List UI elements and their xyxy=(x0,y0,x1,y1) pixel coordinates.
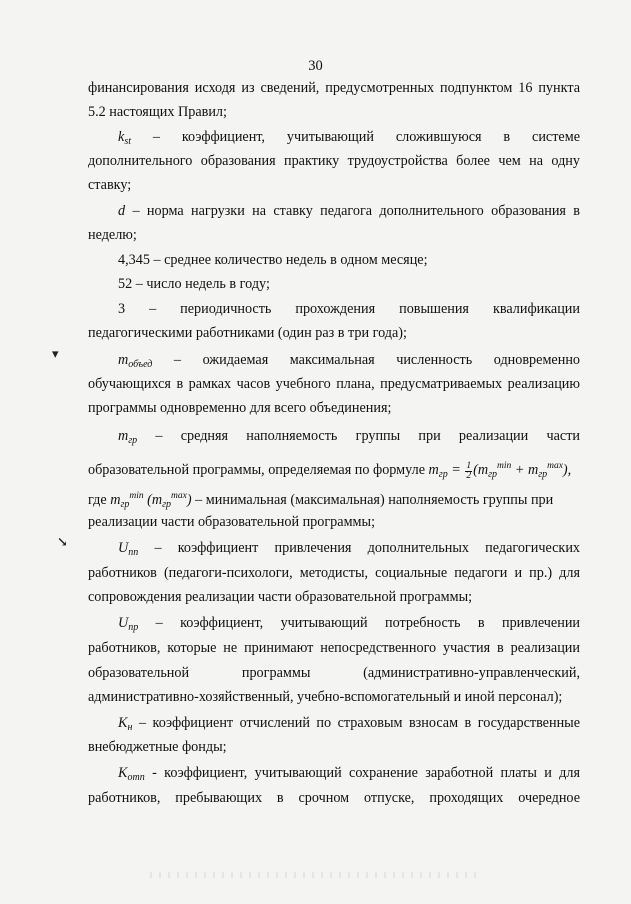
definition-text: – средняя наполняемость группы при реализации части xyxy=(155,428,580,444)
text-line: внебюджетные фонды; xyxy=(88,739,227,755)
fraction-one-half: $\frac{1}{2}$ xyxy=(466,461,472,481)
text-line: работников (педагоги-психологи, методисты, социальные педагоги и пр.) для xyxy=(88,565,580,581)
text-line: работников, пребывающих в срочном отпуске, проходящих очередное xyxy=(88,790,580,806)
scan-mark: ▾ xyxy=(52,346,59,361)
term-m-gr xyxy=(118,426,580,451)
text-line: дополнительного образования практику трудоустройства более чем на одну xyxy=(88,153,580,169)
symbol-k-n: $K_н$ xyxy=(118,715,133,733)
text-line: 5.2 настоящих Правил; xyxy=(88,104,227,120)
symbol-m-obed: $m_{объед}$ xyxy=(118,352,153,370)
symbol-u-pp: $U_{пп}$ xyxy=(118,540,139,558)
text-line: сопровождения реализации части образовательной программы; xyxy=(88,589,473,605)
where-line xyxy=(88,486,580,515)
text-line: финансирования исходя из сведений, предусмотренных подпунктом 16 пункта xyxy=(88,80,580,96)
definition-text: ожидаемая максимальная численность одновременно xyxy=(202,352,581,368)
definition-text: – минимальная (максимальная) наполняемость группы при xyxy=(195,492,554,508)
term-k-st: $k_{st}$ – коэффициент, учитывающий сложившуюся в системе xyxy=(118,129,580,147)
text-line: 4,345 – среднее количество недель в одном месяце; xyxy=(118,252,428,268)
symbol-m-gr-min-max: $m_{гр}^{min}$ $(m_{гр}^{max})$ xyxy=(110,491,192,510)
formula-line xyxy=(88,456,580,485)
definition-text: – коэффициент, учитывающий потребность в привлечении xyxy=(155,615,580,631)
text-line: реализации части образовательной программы; xyxy=(88,514,376,530)
symbol-u-pr: $U_{пр}$ xyxy=(118,615,139,633)
term-k-otp xyxy=(118,763,580,788)
term-m-obed: $m_{объед}$ – ожидаемая максимальная численность одновременно xyxy=(118,352,581,370)
symbol-d: d xyxy=(118,203,126,219)
symbol-m-gr: $m_{гр}$ xyxy=(118,428,138,446)
term-u-pp xyxy=(118,538,580,563)
definition-text: – норма нагрузки на ставку педагога дополнительного образования в xyxy=(132,203,581,219)
text-line: педагогическими работниками (один раз в три года); xyxy=(88,325,407,341)
text-line: 3 – периодичность прохождения повышения квалификации xyxy=(118,301,580,317)
text-line: ставку; xyxy=(88,177,132,193)
formula: $m_{гр}$ = $\frac{1}{2}$ $(m_{гр}^{min} + m_{гр}^{max})$, xyxy=(428,461,572,481)
text-line: 52 – число недель в году; xyxy=(118,276,270,292)
definition-text: – коэффициент привлечения дополнительных педагогических xyxy=(154,540,581,556)
text-line: образовательной программы, определяемая по формуле xyxy=(88,462,425,478)
scan-noise xyxy=(150,872,480,878)
text-line: образовательной программы (административно-управленческий, xyxy=(88,665,580,681)
term-d xyxy=(118,201,580,221)
term-k-n xyxy=(118,713,580,738)
scan-mark: ↘ xyxy=(57,534,68,549)
definition-text: коэффициент, учитывающий сложившуюся в системе xyxy=(181,129,580,145)
text-line: где xyxy=(88,492,107,508)
text-line: обучающихся в рамках часов учебного плана, предусматриваемых реализацию xyxy=(88,376,580,392)
text-line: работников, которые не принимают непосредственного участия в реализации xyxy=(88,640,580,656)
symbol-k-otp: $K_{отп}$ xyxy=(118,765,145,783)
symbol-k-st: $k_{st}$ xyxy=(118,129,131,147)
definition-text: – коэффициент отчислений по страховым взносам в государственные xyxy=(138,715,580,731)
text-line: неделю; xyxy=(88,227,137,243)
text-line: программы одновременно для всего объединения; xyxy=(88,400,392,416)
definition-text: - коэффициент, учитывающий сохранение заработной платы и для xyxy=(152,765,580,781)
text-line: административно-хозяйственный, учебно-вспомогательный и иной персонал); xyxy=(88,689,563,705)
term-u-pr xyxy=(118,613,580,638)
page-number: 30 xyxy=(308,58,323,74)
